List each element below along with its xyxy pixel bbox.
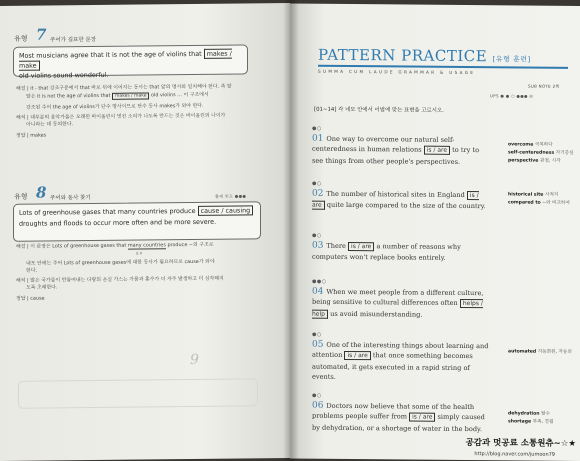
q7-question-box — [13, 44, 248, 80]
vocab-entry — [508, 348, 572, 356]
exercise-number: 01 — [312, 133, 327, 144]
exercise-item — [312, 241, 492, 264]
q7-exp-l2 — [16, 91, 278, 101]
blog-watermark-url: http://blog.naver.com/jumoon79 — [474, 451, 555, 458]
show-through-numeral: 9 — [190, 351, 199, 369]
exercise-item — [312, 340, 492, 384]
exercise-text-before: When we meet people from a different culture, being sensitive to cultural differences often — [312, 287, 484, 308]
vocab-meaning: 자기중심 — [555, 150, 574, 156]
section-header — [318, 46, 531, 66]
q7-exp-l3: 강조된 주어 the age of violins가 단수 명사이므로 단수 동사 makes가 와야 한다. — [26, 103, 204, 111]
q8-exp-l3: 내포 안에는 주어 Lots of greenhouse gases에 대한 동사가 필요하므로 cause가 와야 — [26, 258, 215, 267]
section-subtitle: [유형 훈련] — [492, 55, 531, 64]
exercise-choice-box[interactable]: is / are — [424, 146, 450, 155]
left-page — [0, 3, 290, 461]
vocab-word: compared to — [508, 200, 543, 206]
vocab-entry — [508, 157, 561, 164]
exercise-item — [312, 287, 492, 322]
q8-marks: S V — [136, 250, 143, 256]
vocab-meaning: 관점, 시각 — [540, 158, 561, 164]
vocab-entry — [508, 418, 553, 425]
difficulty-legend: UPS ● ● ○ ●●● ◎ — [490, 93, 534, 99]
vocab-meaning: ~와 비교하여 — [542, 200, 570, 206]
q8-explanation — [16, 241, 278, 303]
exercise-item — [312, 189, 492, 213]
vocab-meaning: 자동화된, 자동의 — [537, 349, 572, 355]
q7-line2: old violins sound wonderful. — [19, 70, 109, 80]
q8-title: 주어와 동사 찾기 — [50, 195, 91, 202]
exercise-text-after: that once something becomes automated, it gets executed in a rapid string of events. — [312, 351, 473, 382]
vocab-entry — [508, 410, 550, 417]
q8-type-label: 유형 — [14, 192, 28, 201]
blog-watermark: 공감과 멋공료 소통원츄~☆★ — [465, 438, 576, 449]
q7-exp-l2-choice: makes / make — [112, 92, 149, 99]
vocab-word: perspective — [508, 158, 541, 164]
q8-answer: 정답 | cause — [16, 295, 45, 302]
q7-title: 주어가 길표한 문장 — [50, 36, 97, 44]
q8-exp-l4: 한다. — [26, 267, 38, 274]
exercise-dots: ●○ — [312, 180, 322, 187]
vocab-meaning: 극복하다 — [534, 142, 553, 148]
q7-explanation — [16, 83, 278, 140]
q8-line2: droughts and floods to occur more often and be more severe. — [19, 217, 217, 228]
exercise-dots: ●○ — [312, 232, 322, 239]
vocab-word: self-centeredness — [508, 150, 556, 156]
exercise-number: 04 — [312, 286, 327, 297]
q7-exp-l4: 해석 | 대부분의 음악가들은 오래된 바이올린이 멋진 소리가 나도록 만드는 것은 바이올린의 나이가 — [16, 112, 226, 121]
vocab-entry — [508, 191, 558, 198]
exercise-number: 06 — [312, 400, 327, 411]
vocab-entry — [508, 199, 570, 207]
q8-choice: cause / causing — [198, 205, 254, 216]
q7-choice: makes / make — [19, 49, 232, 70]
section-title: PATTERN PRACTICE — [318, 45, 488, 66]
exercise-text-after: us avoid misunderstanding. — [327, 309, 423, 319]
vocab-meaning: 사적지 — [545, 192, 559, 198]
exercise-text-after: to try to see things from other people's perspectives. — [312, 146, 480, 166]
vocab-word: overcome — [508, 142, 535, 148]
q8-exp-l6: 도록 초래한다. — [26, 284, 58, 292]
instruction: [01~14] 각 네모 안에서 어법에 맞는 표현을 고르시오. — [314, 106, 444, 114]
exercise-item — [312, 134, 492, 168]
vocab-word: shortage — [508, 419, 533, 425]
q7-line1: Most musicians agree that it is not the age of violins that — [19, 49, 202, 60]
exercise-choice-box[interactable]: is / are — [312, 192, 479, 210]
sub-note: SUB NOTE 2쪽 — [528, 83, 560, 89]
exercise-choice-box[interactable]: is / are — [344, 351, 370, 360]
q8-exp-l1a: 해설 | 이 문장은 Lots of greenhouse gases that — [16, 242, 127, 250]
book-gutter — [283, 0, 299, 461]
exercise-dots: ●○ — [312, 331, 322, 338]
exercise-choice-box[interactable]: helps / help — [312, 300, 483, 318]
exercise-text-before: One way to overcome our natural self-centeredness in human relations — [312, 134, 455, 155]
q7-answer: 정답 | makes — [16, 132, 47, 139]
q8-exp-l1c: produce ~의 구조로 — [167, 241, 214, 249]
vocab-entry — [508, 141, 553, 148]
q7-exp-l1: 해설 | it - that 강조구문에서 that 바로 뒤에 이어지는 동사는 that 앞의 명사와 일치해야 한다. 즉 앞 — [16, 83, 232, 92]
exercise-dots: ●●○ — [312, 278, 327, 285]
q8-question-box — [13, 201, 261, 242]
q7-exp-l2a: 앞은 it is not the age of violins that — [26, 92, 111, 100]
vocab-word: dehydration — [508, 411, 542, 417]
exercise-dots: ●○ — [312, 392, 322, 399]
q7-exp-l5: 아니라는 데 동의한다. — [26, 121, 74, 129]
q7-number: 7 — [36, 25, 47, 44]
exercise-text-after: quite large compared to the size of the country. — [324, 201, 486, 211]
q8-number: 8 — [36, 183, 47, 202]
vocab-word: automated — [508, 349, 538, 355]
exercise-text-after: simply caused by dehydration, or a shortage of water in the body. — [312, 413, 485, 433]
q7-exp-l2c: old violins ... 이 구조에서 — [151, 91, 209, 99]
vocab-meaning: 탈수 — [541, 411, 551, 417]
q8-page-ref: 출제 빈도 ●●● — [215, 193, 247, 199]
exercise-item — [312, 401, 492, 435]
q8-exp-l1b: many countries — [127, 242, 166, 249]
exercise-text-after: a number of reasons why computers won't replace books entirely. — [312, 242, 461, 263]
q8-line1: Lots of greenhouse gases that many countries produce — [19, 206, 196, 217]
exercise-text-before: There — [326, 241, 349, 250]
exercise-dots: ●○ — [312, 125, 322, 132]
show-through-box — [18, 378, 258, 409]
book-subtitle: SUMMA CUM LAUDE GRAMMAR & USAGE — [318, 68, 476, 76]
right-page — [290, 3, 580, 461]
exercise-number: 05 — [312, 339, 327, 350]
vocab-entry — [508, 149, 574, 157]
vocab-meaning: 부족, 결핍 — [532, 419, 554, 425]
exercise-choice-box[interactable]: is / are — [409, 413, 435, 422]
vocab-word: historical site — [508, 192, 545, 198]
exercise-choice-box[interactable]: is / are — [348, 242, 374, 251]
exercise-number: 03 — [312, 240, 327, 251]
q7-type-label: 유형 — [14, 34, 28, 43]
exercise-text-before: One of the interesting things about learning and attention — [312, 340, 489, 360]
exercise-text-before: Doctors now believe that some of the health problems people suffer from — [312, 401, 475, 421]
exercise-text-before: The number of historical sites in England — [326, 189, 467, 200]
q8-exp-l5: 해석 | 많은 국가들이 만들어내는 다량의 온실 가스는 가뭄과 홍수가 더 자주 발생하고 더 심각해지 — [16, 275, 224, 284]
exercise-number: 02 — [312, 188, 327, 199]
